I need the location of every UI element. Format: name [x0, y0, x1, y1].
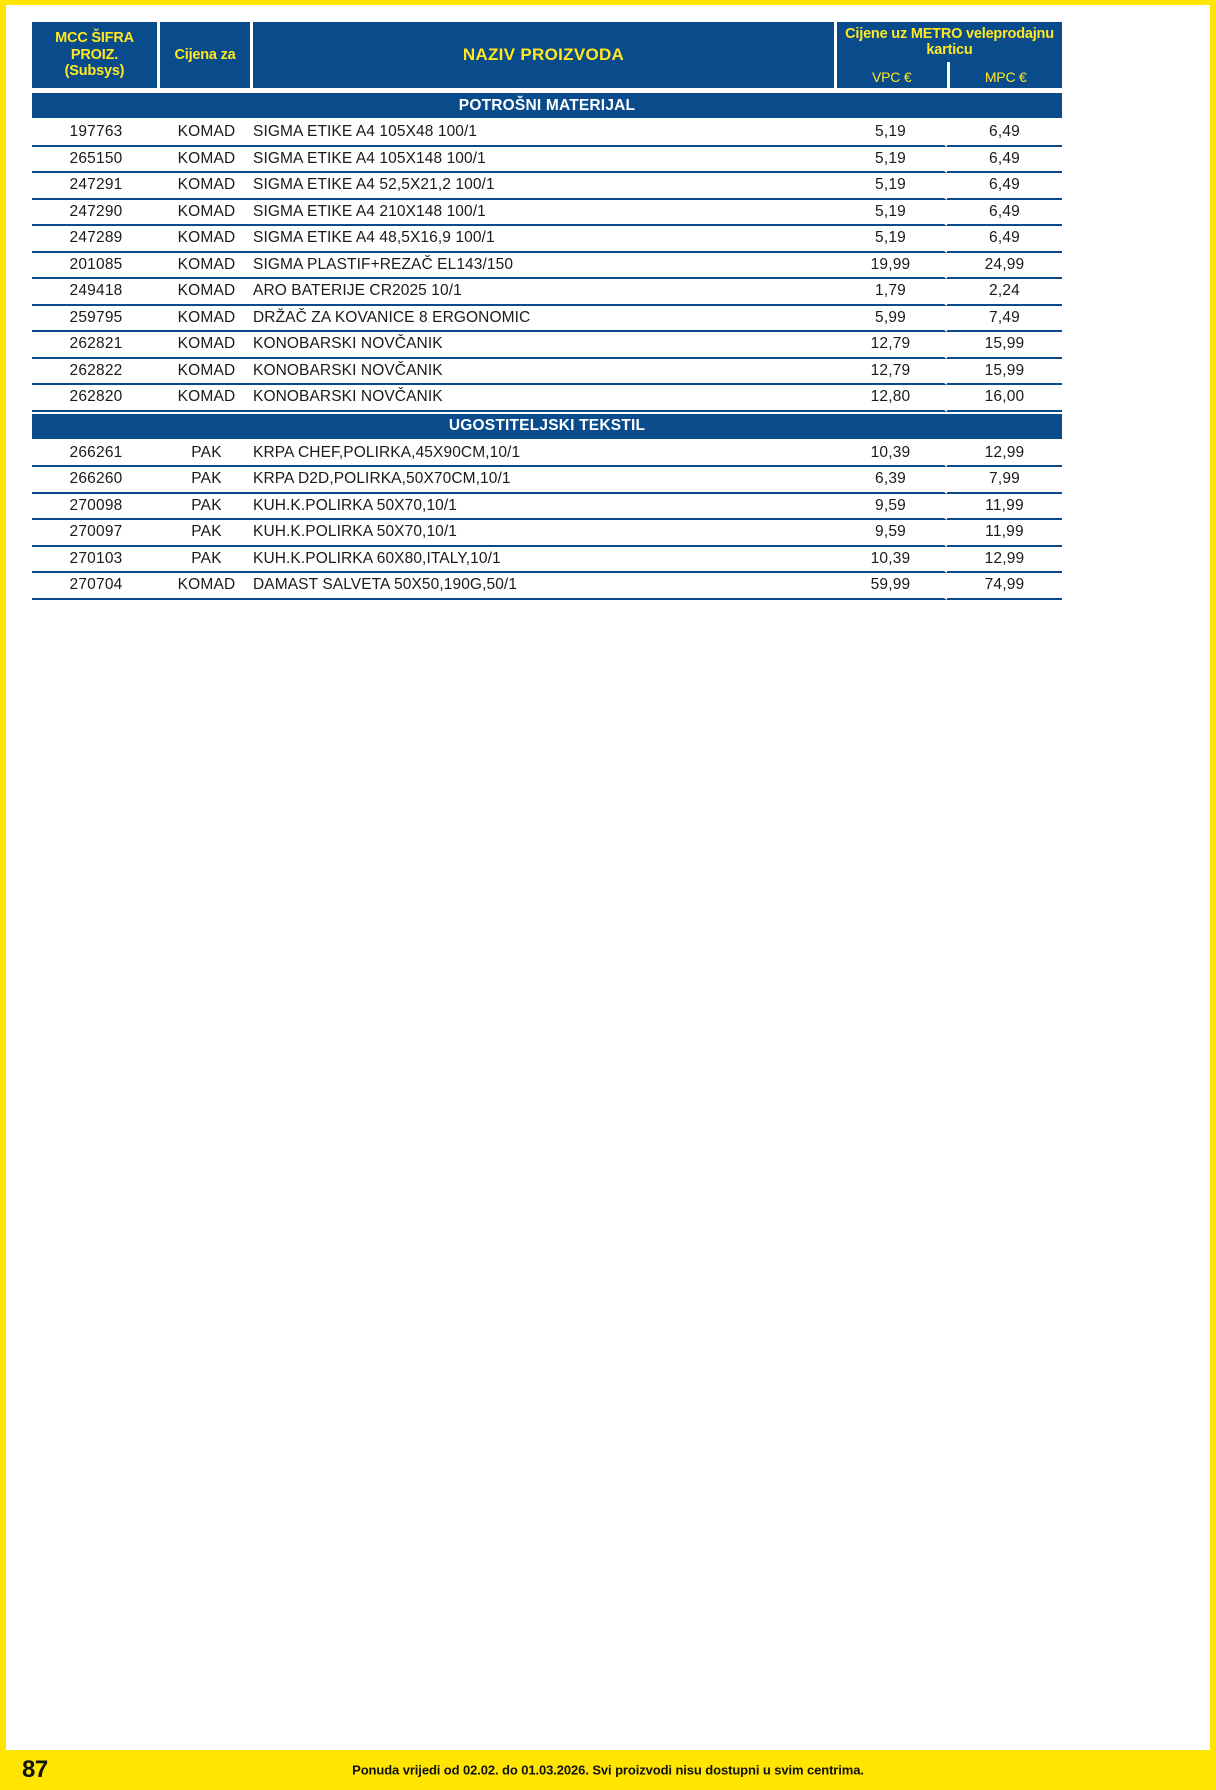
table-row: [32, 147, 1062, 174]
header-price-group-part1: Cijene uz: [845, 25, 911, 42]
mpc-price: 2,24: [947, 279, 1062, 306]
vpc-price: 5,19: [837, 173, 947, 200]
product-code: 247290: [32, 200, 160, 227]
product-code: 201085: [32, 253, 160, 280]
price-unit: KOMAD: [160, 332, 253, 359]
product-name: KUH.K.POLIRKA 50X70,10/1: [253, 494, 837, 521]
mpc-price: 15,99: [947, 359, 1062, 386]
table-header: [32, 22, 1062, 91]
price-unit: KOMAD: [160, 226, 253, 253]
vpc-price: 5,19: [837, 226, 947, 253]
product-name: KONOBARSKI NOVČANIK: [253, 359, 837, 386]
table-row: [32, 120, 1062, 147]
mpc-price: 15,99: [947, 332, 1062, 359]
product-name: SIGMA ETIKE A4 105X48 100/1: [253, 120, 837, 147]
table-row: [32, 547, 1062, 574]
product-name: KONOBARSKI NOVČANIK: [253, 385, 837, 412]
product-code: 197763: [32, 120, 160, 147]
product-code: 262821: [32, 332, 160, 359]
table-row: [32, 306, 1062, 333]
price-unit: PAK: [160, 441, 253, 468]
product-name: SIGMA ETIKE A4 52,5X21,2 100/1: [253, 173, 837, 200]
vpc-price: 9,59: [837, 520, 947, 547]
vpc-price: 5,19: [837, 147, 947, 174]
header-code-line2: (Subsys): [64, 63, 125, 80]
price-list-sheet: [32, 22, 1062, 600]
vpc-price: 6,39: [837, 467, 947, 494]
mpc-price: 24,99: [947, 253, 1062, 280]
mpc-price: 6,49: [947, 200, 1062, 227]
vpc-price: 5,99: [837, 306, 947, 333]
mpc-price: 6,49: [947, 226, 1062, 253]
vpc-price: 12,79: [837, 332, 947, 359]
price-unit: PAK: [160, 467, 253, 494]
price-table: [32, 22, 1062, 600]
header-unit-label: Cijena za: [174, 46, 236, 63]
product-name: DRŽAČ ZA KOVANICE 8 ERGONOMIC: [253, 306, 837, 333]
header-name-label: NAZIV PROIZVODA: [462, 45, 625, 65]
vpc-price: 59,99: [837, 573, 947, 600]
product-code: 262822: [32, 359, 160, 386]
vpc-price: 10,39: [837, 547, 947, 574]
product-code: 270097: [32, 520, 160, 547]
mpc-price: 12,99: [947, 441, 1062, 468]
header-mpc-label: MPC €: [984, 68, 1027, 85]
mpc-price: 7,99: [947, 467, 1062, 494]
table-row: [32, 253, 1062, 280]
header-cell-prices: [837, 22, 1062, 91]
vpc-price: 19,99: [837, 253, 947, 280]
mpc-price: 11,99: [947, 494, 1062, 521]
product-code: 266260: [32, 467, 160, 494]
table-row: [32, 385, 1062, 412]
price-unit: KOMAD: [160, 385, 253, 412]
header-price-group-part2: veleprodajnu: [962, 25, 1054, 42]
table-row: [32, 279, 1062, 306]
price-unit: KOMAD: [160, 173, 253, 200]
section-header-row: [32, 91, 1062, 120]
header-price-group-brand: METRO: [910, 25, 963, 42]
product-code: 270098: [32, 494, 160, 521]
vpc-price: 12,80: [837, 385, 947, 412]
product-name: ARO BATERIJE CR2025 10/1: [253, 279, 837, 306]
table-row: [32, 173, 1062, 200]
vpc-price: 9,59: [837, 494, 947, 521]
section-header-row: [32, 412, 1062, 441]
product-name: SIGMA ETIKE A4 105X148 100/1: [253, 147, 837, 174]
price-unit: KOMAD: [160, 359, 253, 386]
vpc-price: 5,19: [837, 200, 947, 227]
price-unit: KOMAD: [160, 253, 253, 280]
product-name: KRPA D2D,POLIRKA,50X70CM,10/1: [253, 467, 837, 494]
header-cell-name: [253, 22, 837, 91]
price-unit: KOMAD: [160, 279, 253, 306]
price-unit: PAK: [160, 494, 253, 521]
table-row: [32, 226, 1062, 253]
mpc-price: 11,99: [947, 520, 1062, 547]
product-name: DAMAST SALVETA 50X50,190G,50/1: [253, 573, 837, 600]
product-name: KRPA CHEF,POLIRKA,45X90CM,10/1: [253, 441, 837, 468]
header-cell-code: [32, 22, 160, 91]
mpc-price: 6,49: [947, 147, 1062, 174]
price-unit: PAK: [160, 520, 253, 547]
price-unit: KOMAD: [160, 573, 253, 600]
vpc-price: 10,39: [837, 441, 947, 468]
vpc-price: 1,79: [837, 279, 947, 306]
product-code: 249418: [32, 279, 160, 306]
product-code: 262820: [32, 385, 160, 412]
price-unit: KOMAD: [160, 200, 253, 227]
product-code: 259795: [32, 306, 160, 333]
table-row: [32, 520, 1062, 547]
header-code-line1: MCC ŠIFRA PROIZ.: [55, 29, 134, 63]
mpc-price: 6,49: [947, 173, 1062, 200]
mpc-price: 12,99: [947, 547, 1062, 574]
vpc-price: 5,19: [837, 120, 947, 147]
mpc-price: 16,00: [947, 385, 1062, 412]
price-unit: KOMAD: [160, 120, 253, 147]
product-code: 247289: [32, 226, 160, 253]
table-row: [32, 441, 1062, 468]
section-title: UGOSTITELJSKI TEKSTIL: [32, 412, 1062, 441]
table-row: [32, 467, 1062, 494]
section-title: POTROŠNI MATERIJAL: [32, 91, 1062, 120]
price-unit: PAK: [160, 547, 253, 574]
table-row: [32, 359, 1062, 386]
product-name: KUH.K.POLIRKA 50X70,10/1: [253, 520, 837, 547]
table-row: [32, 494, 1062, 521]
page-number: 87: [22, 1756, 48, 1783]
product-name: KUH.K.POLIRKA 60X80,ITALY,10/1: [253, 547, 837, 574]
product-code: 270103: [32, 547, 160, 574]
product-name: KONOBARSKI NOVČANIK: [253, 332, 837, 359]
footer-validity-note: Ponuda vrijedi od 02.02. do 01.03.2026. Svi proizvodi nisu dostupni u svim centrima.: [352, 1762, 864, 1778]
mpc-price: 6,49: [947, 120, 1062, 147]
table-row: [32, 200, 1062, 227]
table-row: [32, 332, 1062, 359]
header-cell-unit: [160, 22, 253, 91]
mpc-price: 7,49: [947, 306, 1062, 333]
header-price-group-title: [837, 22, 1062, 62]
header-price-group-line2: karticu: [926, 42, 973, 58]
product-code: 265150: [32, 147, 160, 174]
footer-bar: [0, 1750, 1216, 1790]
vpc-price: 12,79: [837, 359, 947, 386]
price-unit: KOMAD: [160, 306, 253, 333]
header-vpc-label: VPC €: [837, 62, 950, 88]
mpc-price: 74,99: [947, 573, 1062, 600]
table-body: [32, 91, 1062, 600]
product-name: SIGMA ETIKE A4 210X148 100/1: [253, 200, 837, 227]
product-code: 270704: [32, 573, 160, 600]
product-code: 266261: [32, 441, 160, 468]
product-name: SIGMA PLASTIF+REZAČ EL143/150: [253, 253, 837, 280]
table-row: [32, 573, 1062, 600]
product-code: 247291: [32, 173, 160, 200]
product-name: SIGMA ETIKE A4 48,5X16,9 100/1: [253, 226, 837, 253]
price-unit: KOMAD: [160, 147, 253, 174]
